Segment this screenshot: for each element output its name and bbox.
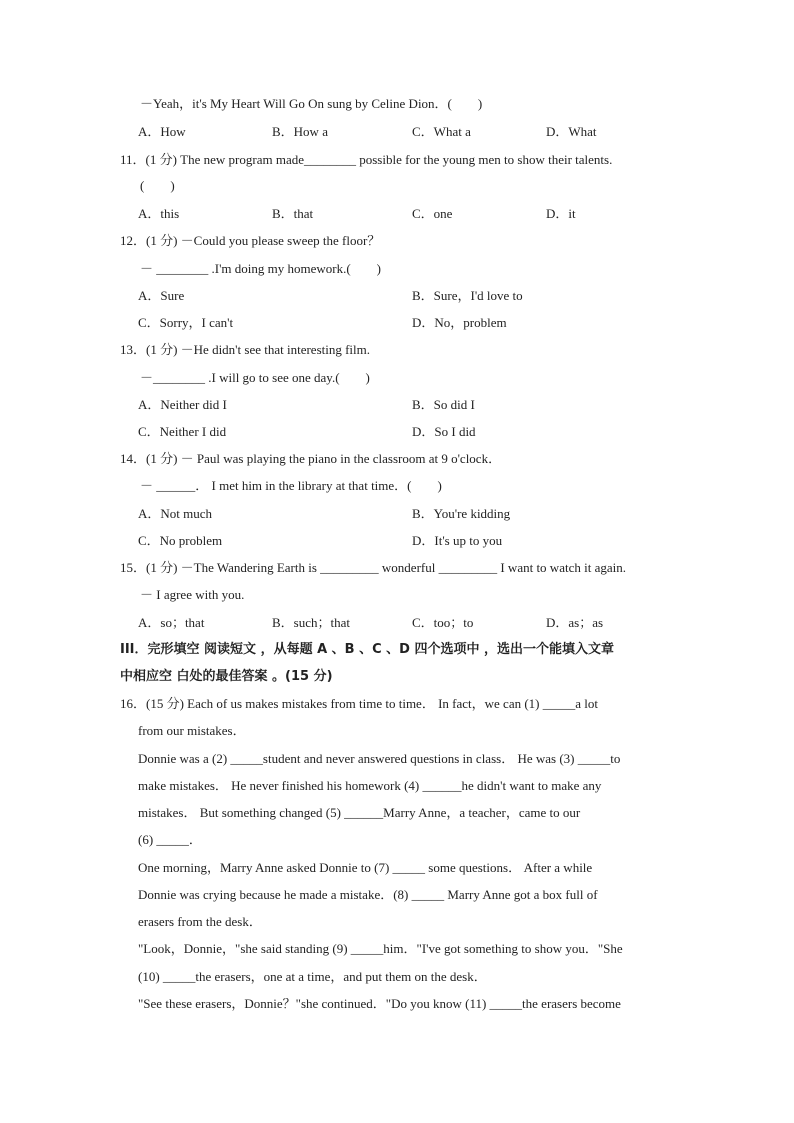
q13-option-d: D．So I did — [412, 424, 476, 439]
passage-line: "Look，Donnie，"she said standing (9) _____him．"I've got something to show you．"She — [138, 941, 623, 956]
q13-reply: －________ .I will go to see one day.( ) — [140, 370, 370, 385]
q10-option-b: B．How a — [272, 124, 328, 139]
q10-option-d: D．What — [546, 124, 597, 139]
passage-line: erasers from the desk． — [138, 914, 262, 929]
passage-line: mistakes． But something changed (5) ______Marry Anne，a teacher，came to our — [138, 805, 581, 820]
q14-option-b: B．You're kidding — [412, 506, 511, 521]
q13-option-c: C．Neither I did — [138, 424, 227, 439]
q12-option-d: D．No，problem — [412, 315, 507, 330]
section-heading-line2: 中相应空 白处的最佳答案 。(15 分) — [120, 669, 333, 684]
q15-stem: 15．(1 分) －The Wandering Earth is _________ wonderful _________ I want to watch it again. — [120, 560, 626, 575]
q10-option-c: C．What a — [412, 124, 471, 139]
q11-option-c: C．one — [412, 206, 453, 221]
passage-line: "See these erasers，Donnie？"she continued．"Do you know (11) _____the erasers become — [138, 996, 621, 1011]
q15-option-c: C．too；to — [412, 615, 474, 630]
passage-line: 16．(15 分) Each of us makes mistakes from time to time． In fact，we can (1) _____a lot — [120, 696, 598, 711]
passage-line: Donnie was crying because he made a mistake．(8) _____ Marry Anne got a box full of — [138, 887, 598, 902]
passage-line: Donnie was a (2) _____student and never answered questions in class． He was (3) _____to — [138, 751, 621, 766]
passage-line: One morning，Marry Anne asked Donnie to (7) _____ some questions． After a while — [138, 860, 593, 875]
passage-line: (10) _____the erasers，one at a time，and put them on the desk． — [138, 969, 487, 984]
q12-stem: 12．(1 分) －Could you please sweep the floor？ — [120, 233, 381, 248]
q10-option-a: A．How — [138, 124, 186, 139]
q11-option-d: D．it — [546, 206, 576, 221]
q15-option-a: A．so；that — [138, 615, 205, 630]
q14-option-a: A．Not much — [138, 506, 213, 521]
q14-reply: － ______． I met him in the library at that time．( ) — [140, 478, 442, 493]
q13-option-a: A．Neither did I — [138, 397, 227, 412]
passage-line: (6) _____． — [138, 832, 202, 847]
q12-reply: － ________ .I'm doing my homework.( ) — [140, 261, 382, 276]
q13-option-b: B．So did I — [412, 397, 475, 412]
q10-stem: －Yeah，it's My Heart Will Go On sung by Celine Dion．( ) — [140, 96, 483, 111]
q15-reply: － I agree with you. — [140, 587, 245, 602]
q13-stem: 13．(1 分) －He didn't see that interesting film. — [120, 342, 371, 357]
section-heading-line1: III．完形填空 阅读短文 ，从每题 A 、B 、C 、D 四个选项中 ，选出一个能填入文章 — [120, 642, 615, 657]
q12-option-c: C．Sorry，I can't — [138, 315, 234, 330]
q11-paren: ( ) — [140, 178, 175, 193]
q12-option-a: A．Sure — [138, 288, 185, 303]
q12-option-b: B．Sure，I'd love to — [412, 288, 523, 303]
q14-stem: 14．(1 分) － Paul was playing the piano in the classroom at 9 o'clock． — [120, 451, 502, 466]
q11-option-b: B．that — [272, 206, 314, 221]
passage-line: from our mistakes． — [138, 723, 246, 738]
q11-option-a: A．this — [138, 206, 180, 221]
q11-stem: 11．(1 分) The new program made________ possible for the young men to show their talents. — [120, 152, 613, 167]
q15-option-b: B．such；that — [272, 615, 350, 630]
q14-option-c: C．No problem — [138, 533, 223, 548]
q14-option-d: D．It's up to you — [412, 533, 503, 548]
q15-option-d: D．as；as — [546, 615, 604, 630]
passage-line: make mistakes． He never finished his homework (4) ______he didn't want to make any — [138, 778, 602, 793]
